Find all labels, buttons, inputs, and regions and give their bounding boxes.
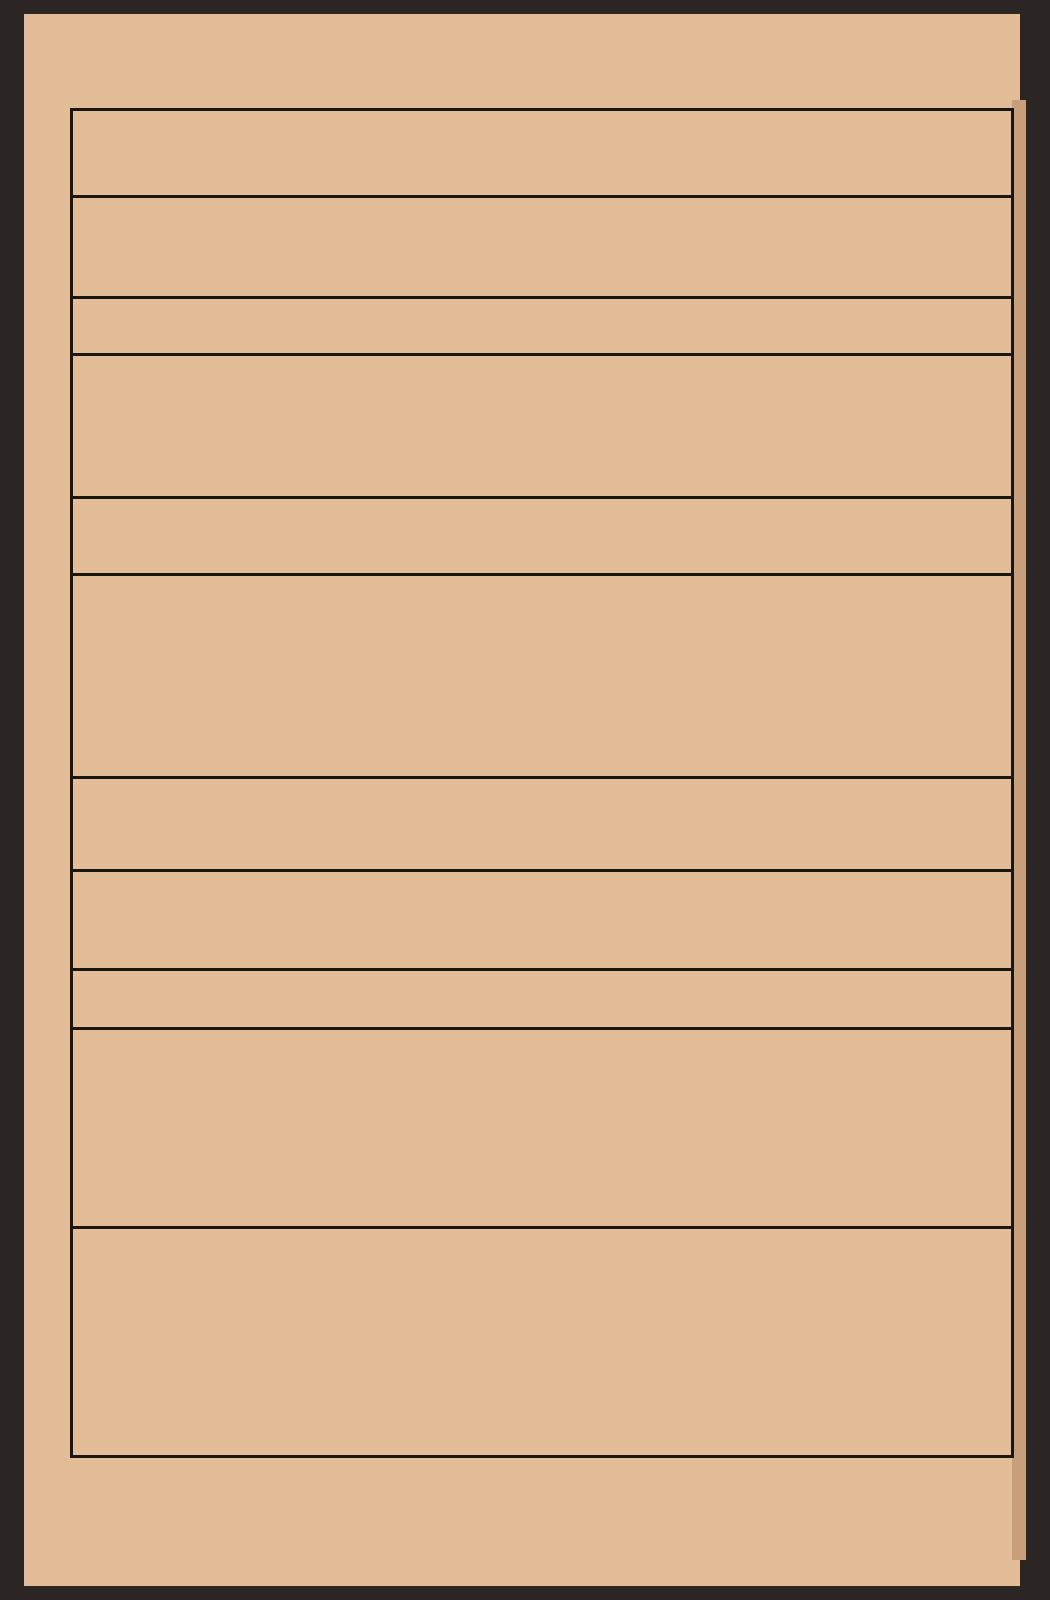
- train-numbers-row: [73, 971, 1011, 1030]
- table-19: [73, 111, 1011, 779]
- block-zawada-belzec: [73, 576, 1011, 779]
- train-numbers-row: [73, 299, 1011, 356]
- block-zawada-hrubieszow: [73, 1030, 1011, 1229]
- block-rejowiec-zawada: [73, 356, 1011, 499]
- connections-row: [73, 872, 1011, 971]
- block-zamosc-hrubieszow: [73, 499, 1011, 576]
- table-19-title-row: [73, 111, 1011, 198]
- table-20-title-row: [73, 791, 1011, 872]
- connections-row: [73, 198, 1011, 299]
- table-20: [73, 791, 1011, 1229]
- timetable-frame: [70, 108, 1014, 1458]
- page-edge: [1012, 100, 1026, 1560]
